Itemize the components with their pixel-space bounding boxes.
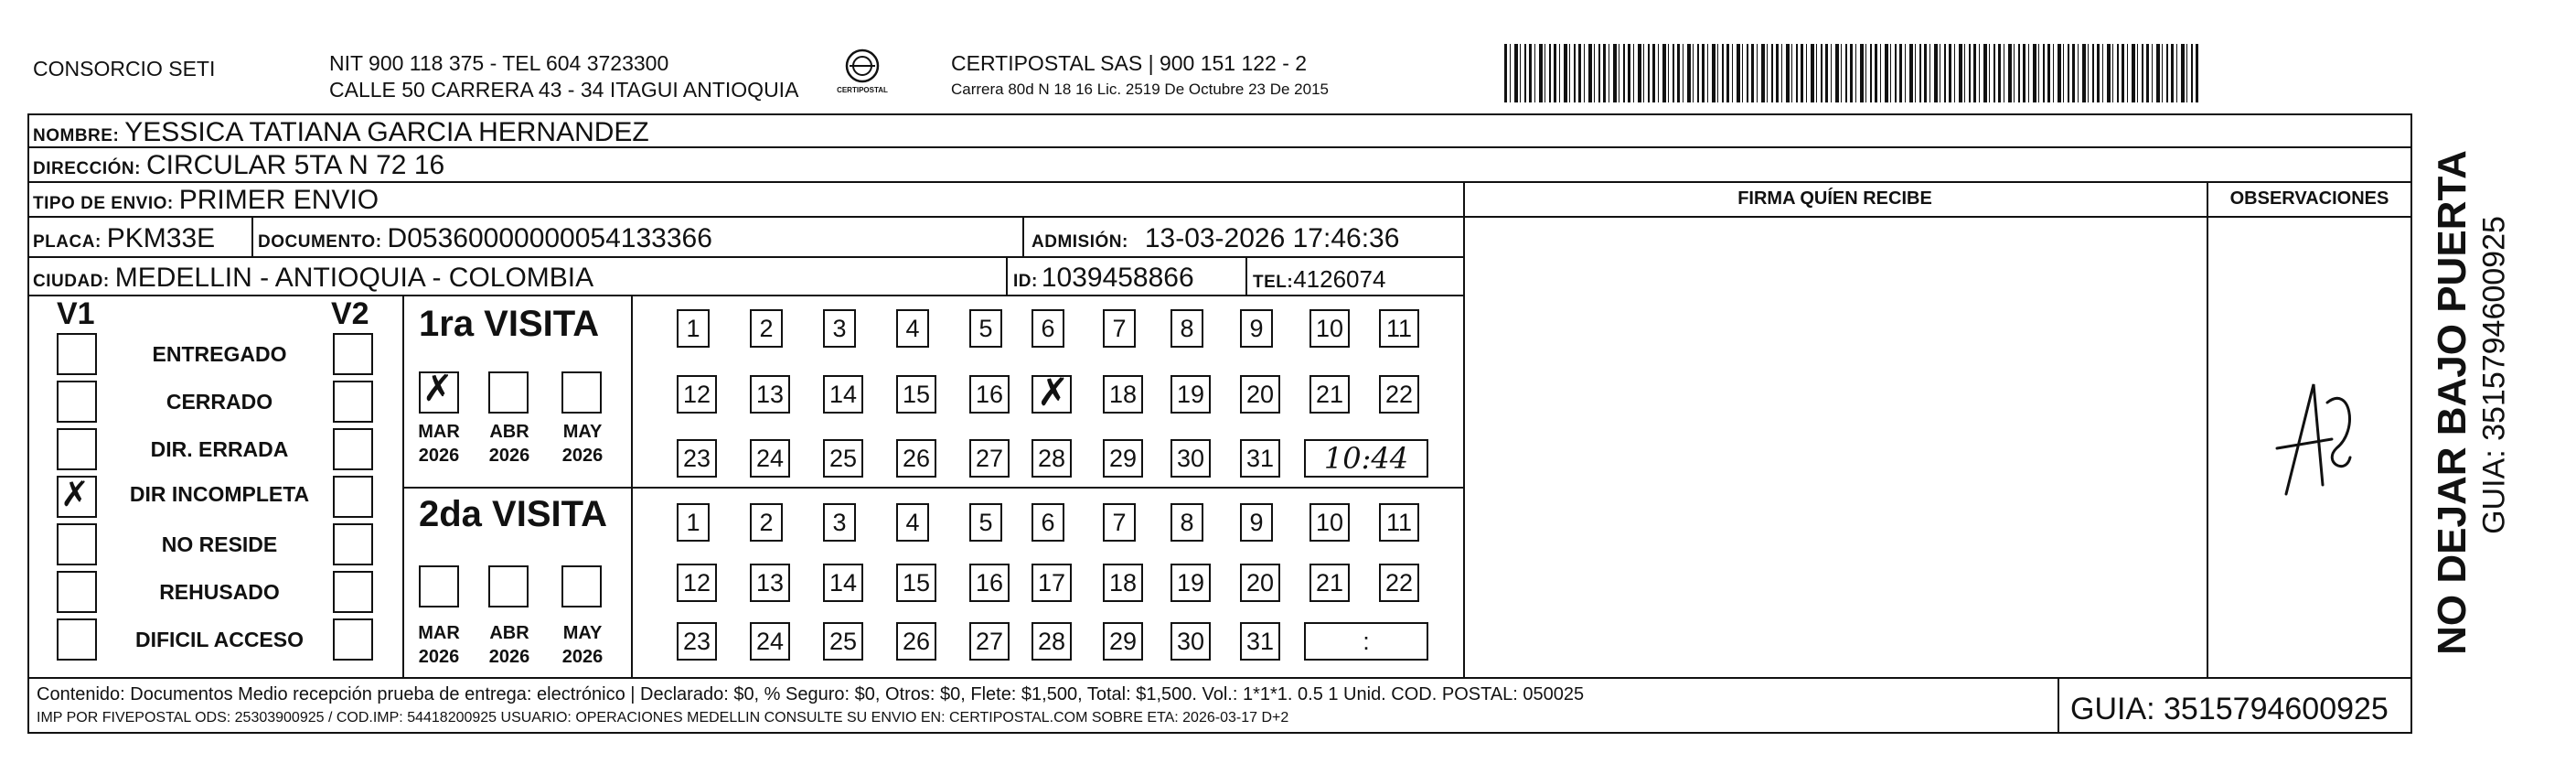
month-label: MAY <box>562 422 603 442</box>
day-box[interactable]: 26 <box>896 439 936 478</box>
month-label: MAY <box>562 623 603 643</box>
day-box[interactable]: 23 <box>677 622 717 661</box>
status-label: DIR. ERRADA <box>150 437 289 461</box>
barcode <box>1504 44 2199 102</box>
visita1-title: 1ra VISITA <box>419 304 600 344</box>
v1-checkbox[interactable] <box>57 571 97 613</box>
day-box[interactable]: 15 <box>896 375 936 414</box>
month-label: MAR <box>418 623 460 643</box>
handwritten-signature <box>2259 348 2368 531</box>
day-box[interactable]: 19 <box>1170 375 1211 414</box>
day-box[interactable]: 14 <box>823 564 863 602</box>
documento-row <box>258 223 712 254</box>
day-box[interactable]: 25 <box>823 439 863 478</box>
status-label: CERRADO <box>166 390 273 414</box>
side-guia: GUIA: 3515794600925 <box>2476 216 2512 534</box>
visita1-month-checkbox[interactable] <box>488 371 529 414</box>
year-label: 2026 <box>418 446 460 466</box>
status-label: NO RESIDE <box>161 532 278 556</box>
footer-line2: IMP POR FIVEPOSTAL ODS: 25303900925 / COD.IMP: 54418200925 USUARIO: OPERACIONES MEDELLIN CONSULTE SU ENVIO EN: CERTIPOSTAL.COM SOBRE ETA: 2026-03-17 D+2 <box>37 710 1289 726</box>
day-box[interactable]: 2 <box>750 309 783 348</box>
day-box[interactable]: 12 <box>677 375 717 414</box>
day-box[interactable]: 1 <box>677 503 710 542</box>
direccion-value: CIRCULAR 5TA N 72 16 <box>145 150 445 180</box>
day-box[interactable]: 13 <box>750 375 790 414</box>
day-box[interactable]: 18 <box>1103 375 1143 414</box>
handwritten-x-mark: ✗ <box>60 474 90 514</box>
handwritten-x-mark: ✗ <box>1037 370 1070 414</box>
day-box[interactable]: 24 <box>750 439 790 478</box>
tipo-row <box>33 185 379 216</box>
certipostal-line: CERTIPOSTAL SAS | 900 151 122 - 2 <box>951 51 1308 75</box>
day-box[interactable]: 28 <box>1031 439 1072 478</box>
day-box[interactable]: 8 <box>1170 503 1203 542</box>
v1-label: V1 <box>57 296 95 331</box>
tipo-value: PRIMER ENVIO <box>178 185 379 215</box>
v1-checkbox[interactable] <box>57 523 97 565</box>
footer-guia: GUIA: 3515794600925 <box>2070 692 2389 726</box>
day-box[interactable]: 23 <box>677 439 717 478</box>
day-box[interactable]: 22 <box>1379 375 1419 414</box>
day-box[interactable]: 6 <box>1031 309 1064 348</box>
direccion-row <box>33 150 444 181</box>
v2-checkbox[interactable] <box>333 428 373 470</box>
ciudad-row <box>33 263 593 294</box>
v2-checkbox[interactable] <box>333 333 373 375</box>
day-box[interactable]: 9 <box>1240 503 1273 542</box>
day-box[interactable]: 8 <box>1170 309 1203 348</box>
footer-line1: Contenido: Documentos Medio recepción prueba de entrega: electrónico | Declarado: $0, % Seguro: $0, Otros: $0, Flete: $1,500, Total: $1,500. Vol.: 1*1*1. 0.5 1 Unid. COD. POSTAL: 050025 <box>37 684 1585 704</box>
day-box[interactable]: 30 <box>1170 439 1211 478</box>
tel-value: 4126074 <box>1293 265 1386 293</box>
day-box[interactable]: 31 <box>1240 622 1280 661</box>
year-label: 2026 <box>418 647 460 667</box>
day-box[interactable]: 16 <box>969 564 1010 602</box>
time-box[interactable]: 10:44 <box>1304 439 1428 478</box>
day-box[interactable]: 2 <box>750 503 783 542</box>
day-box[interactable]: 10 <box>1309 503 1350 542</box>
logo-text: CERTIPOSTAL <box>837 86 888 94</box>
day-box[interactable]: 4 <box>896 503 929 542</box>
visita2-month-checkbox[interactable] <box>488 565 529 607</box>
ciudad-value: MEDELLIN - ANTIOQUIA - COLOMBIA <box>114 263 594 293</box>
admision-value: 13-03-2026 17:46:36 <box>1144 223 1400 253</box>
day-box[interactable]: 4 <box>896 309 929 348</box>
month-label: ABR <box>489 623 529 643</box>
day-box[interactable]: 24 <box>750 622 790 661</box>
day-box[interactable]: 29 <box>1103 439 1143 478</box>
tel-row <box>1253 265 1385 294</box>
day-box[interactable]: 29 <box>1103 622 1143 661</box>
license-line: Carrera 80d N 18 16 Lic. 2519 De Octubre 23 De 2015 <box>951 81 1329 98</box>
day-box[interactable]: 15 <box>896 564 936 602</box>
day-box[interactable]: 16 <box>969 375 1010 414</box>
day-box[interactable]: 30 <box>1170 622 1211 661</box>
day-box[interactable]: 31 <box>1240 439 1280 478</box>
certipostal-logo <box>837 46 888 102</box>
visita2-month-checkbox[interactable] <box>419 565 459 607</box>
company-nit: NIT 900 118 375 - TEL 604 3723300 <box>329 51 669 75</box>
ciudad-label: CIUDAD: <box>33 272 110 291</box>
v1-checkbox[interactable] <box>57 333 97 375</box>
year-label: 2026 <box>561 446 604 466</box>
id-row <box>1013 263 1194 294</box>
id-value: 1039458866 <box>1041 263 1194 293</box>
day-box[interactable]: 3 <box>823 309 856 348</box>
status-label: DIFICIL ACCESO <box>134 628 304 651</box>
day-box[interactable]: 20 <box>1240 564 1280 602</box>
day-box[interactable]: 10 <box>1309 309 1350 348</box>
v1-checkbox[interactable] <box>57 618 97 661</box>
day-box[interactable]: 17 <box>1031 564 1072 602</box>
year-label: 2026 <box>488 446 530 466</box>
v2-checkbox[interactable] <box>333 618 373 661</box>
observaciones-header: OBSERVACIONES <box>2229 188 2389 209</box>
firma-header: FIRMA QUÍEN RECIBE <box>1737 188 1932 209</box>
v2-checkbox[interactable] <box>333 381 373 423</box>
placa-value: PKM33E <box>106 223 216 253</box>
year-label: 2026 <box>488 647 530 667</box>
day-box[interactable]: 12 <box>677 564 717 602</box>
visita2-month-checkbox[interactable] <box>561 565 602 607</box>
company-name: CONSORCIO SETI <box>33 57 216 81</box>
v2-checkbox[interactable] <box>333 571 373 613</box>
day-box[interactable]: 7 <box>1103 309 1136 348</box>
day-box[interactable]: 11 <box>1379 309 1419 348</box>
documento-value: D05360000000054133366 <box>387 223 712 253</box>
status-label: ENTREGADO <box>152 342 287 366</box>
handwritten-x-mark: ✗ <box>422 368 454 410</box>
direccion-label: DIRECCIÓN: <box>33 159 141 178</box>
day-box[interactable]: 13 <box>750 564 790 602</box>
time-box[interactable]: : <box>1304 622 1428 661</box>
day-box[interactable]: 21 <box>1309 564 1350 602</box>
day-box[interactable]: 5 <box>969 503 1002 542</box>
day-box[interactable]: 9 <box>1240 309 1273 348</box>
day-box[interactable]: 19 <box>1170 564 1211 602</box>
day-box[interactable]: 7 <box>1103 503 1136 542</box>
v1-checkbox[interactable] <box>57 381 97 423</box>
nombre-label: NOMBRE: <box>33 126 120 145</box>
v2-label: V2 <box>331 296 369 331</box>
day-box[interactable]: 22 <box>1379 564 1419 602</box>
id-label: ID: <box>1013 272 1038 291</box>
tipo-label: TIPO DE ENVIO: <box>33 194 174 213</box>
side-warning: NO DEJAR BAJO PUERTA <box>2430 150 2474 655</box>
v2-checkbox[interactable] <box>333 523 373 565</box>
v1-checkbox[interactable] <box>57 428 97 470</box>
day-box[interactable]: 25 <box>823 622 863 661</box>
status-label: REHUSADO <box>159 580 280 604</box>
month-label: ABR <box>489 422 529 442</box>
side-panel <box>2423 146 2515 659</box>
day-box[interactable]: 5 <box>969 309 1002 348</box>
day-box[interactable]: 14 <box>823 375 863 414</box>
year-label: 2026 <box>561 647 604 667</box>
visita1-month-checkbox[interactable] <box>561 371 602 414</box>
visita2-title: 2da VISITA <box>419 494 607 534</box>
nombre-value: YESSICA TATIANA GARCIA HERNANDEZ <box>124 117 649 147</box>
status-label: DIR INCOMPLETA <box>129 482 310 506</box>
month-label: MAR <box>418 422 460 442</box>
day-box[interactable]: 1 <box>677 309 710 348</box>
day-box[interactable]: 26 <box>896 622 936 661</box>
day-box[interactable]: 28 <box>1031 622 1072 661</box>
day-box[interactable]: 27 <box>969 622 1010 661</box>
company-address: CALLE 50 CARRERA 43 - 34 ITAGUI ANTIOQUIA <box>329 78 799 102</box>
day-box[interactable]: 18 <box>1103 564 1143 602</box>
placa-label: PLACA: <box>33 232 102 252</box>
day-box[interactable]: 11 <box>1379 503 1419 542</box>
placa-row <box>33 223 215 254</box>
v2-checkbox[interactable] <box>333 476 373 518</box>
documento-label: DOCUMENTO: <box>258 232 382 252</box>
day-box[interactable]: 6 <box>1031 503 1064 542</box>
day-box[interactable]: 3 <box>823 503 856 542</box>
admision-label: ADMISIÓN: <box>1031 232 1128 252</box>
tel-label: TEL: <box>1253 273 1294 292</box>
day-box[interactable]: 20 <box>1240 375 1280 414</box>
nombre-row <box>33 117 649 148</box>
day-box[interactable]: 27 <box>969 439 1010 478</box>
day-box[interactable]: 21 <box>1309 375 1350 414</box>
admision-row <box>1031 223 1399 254</box>
